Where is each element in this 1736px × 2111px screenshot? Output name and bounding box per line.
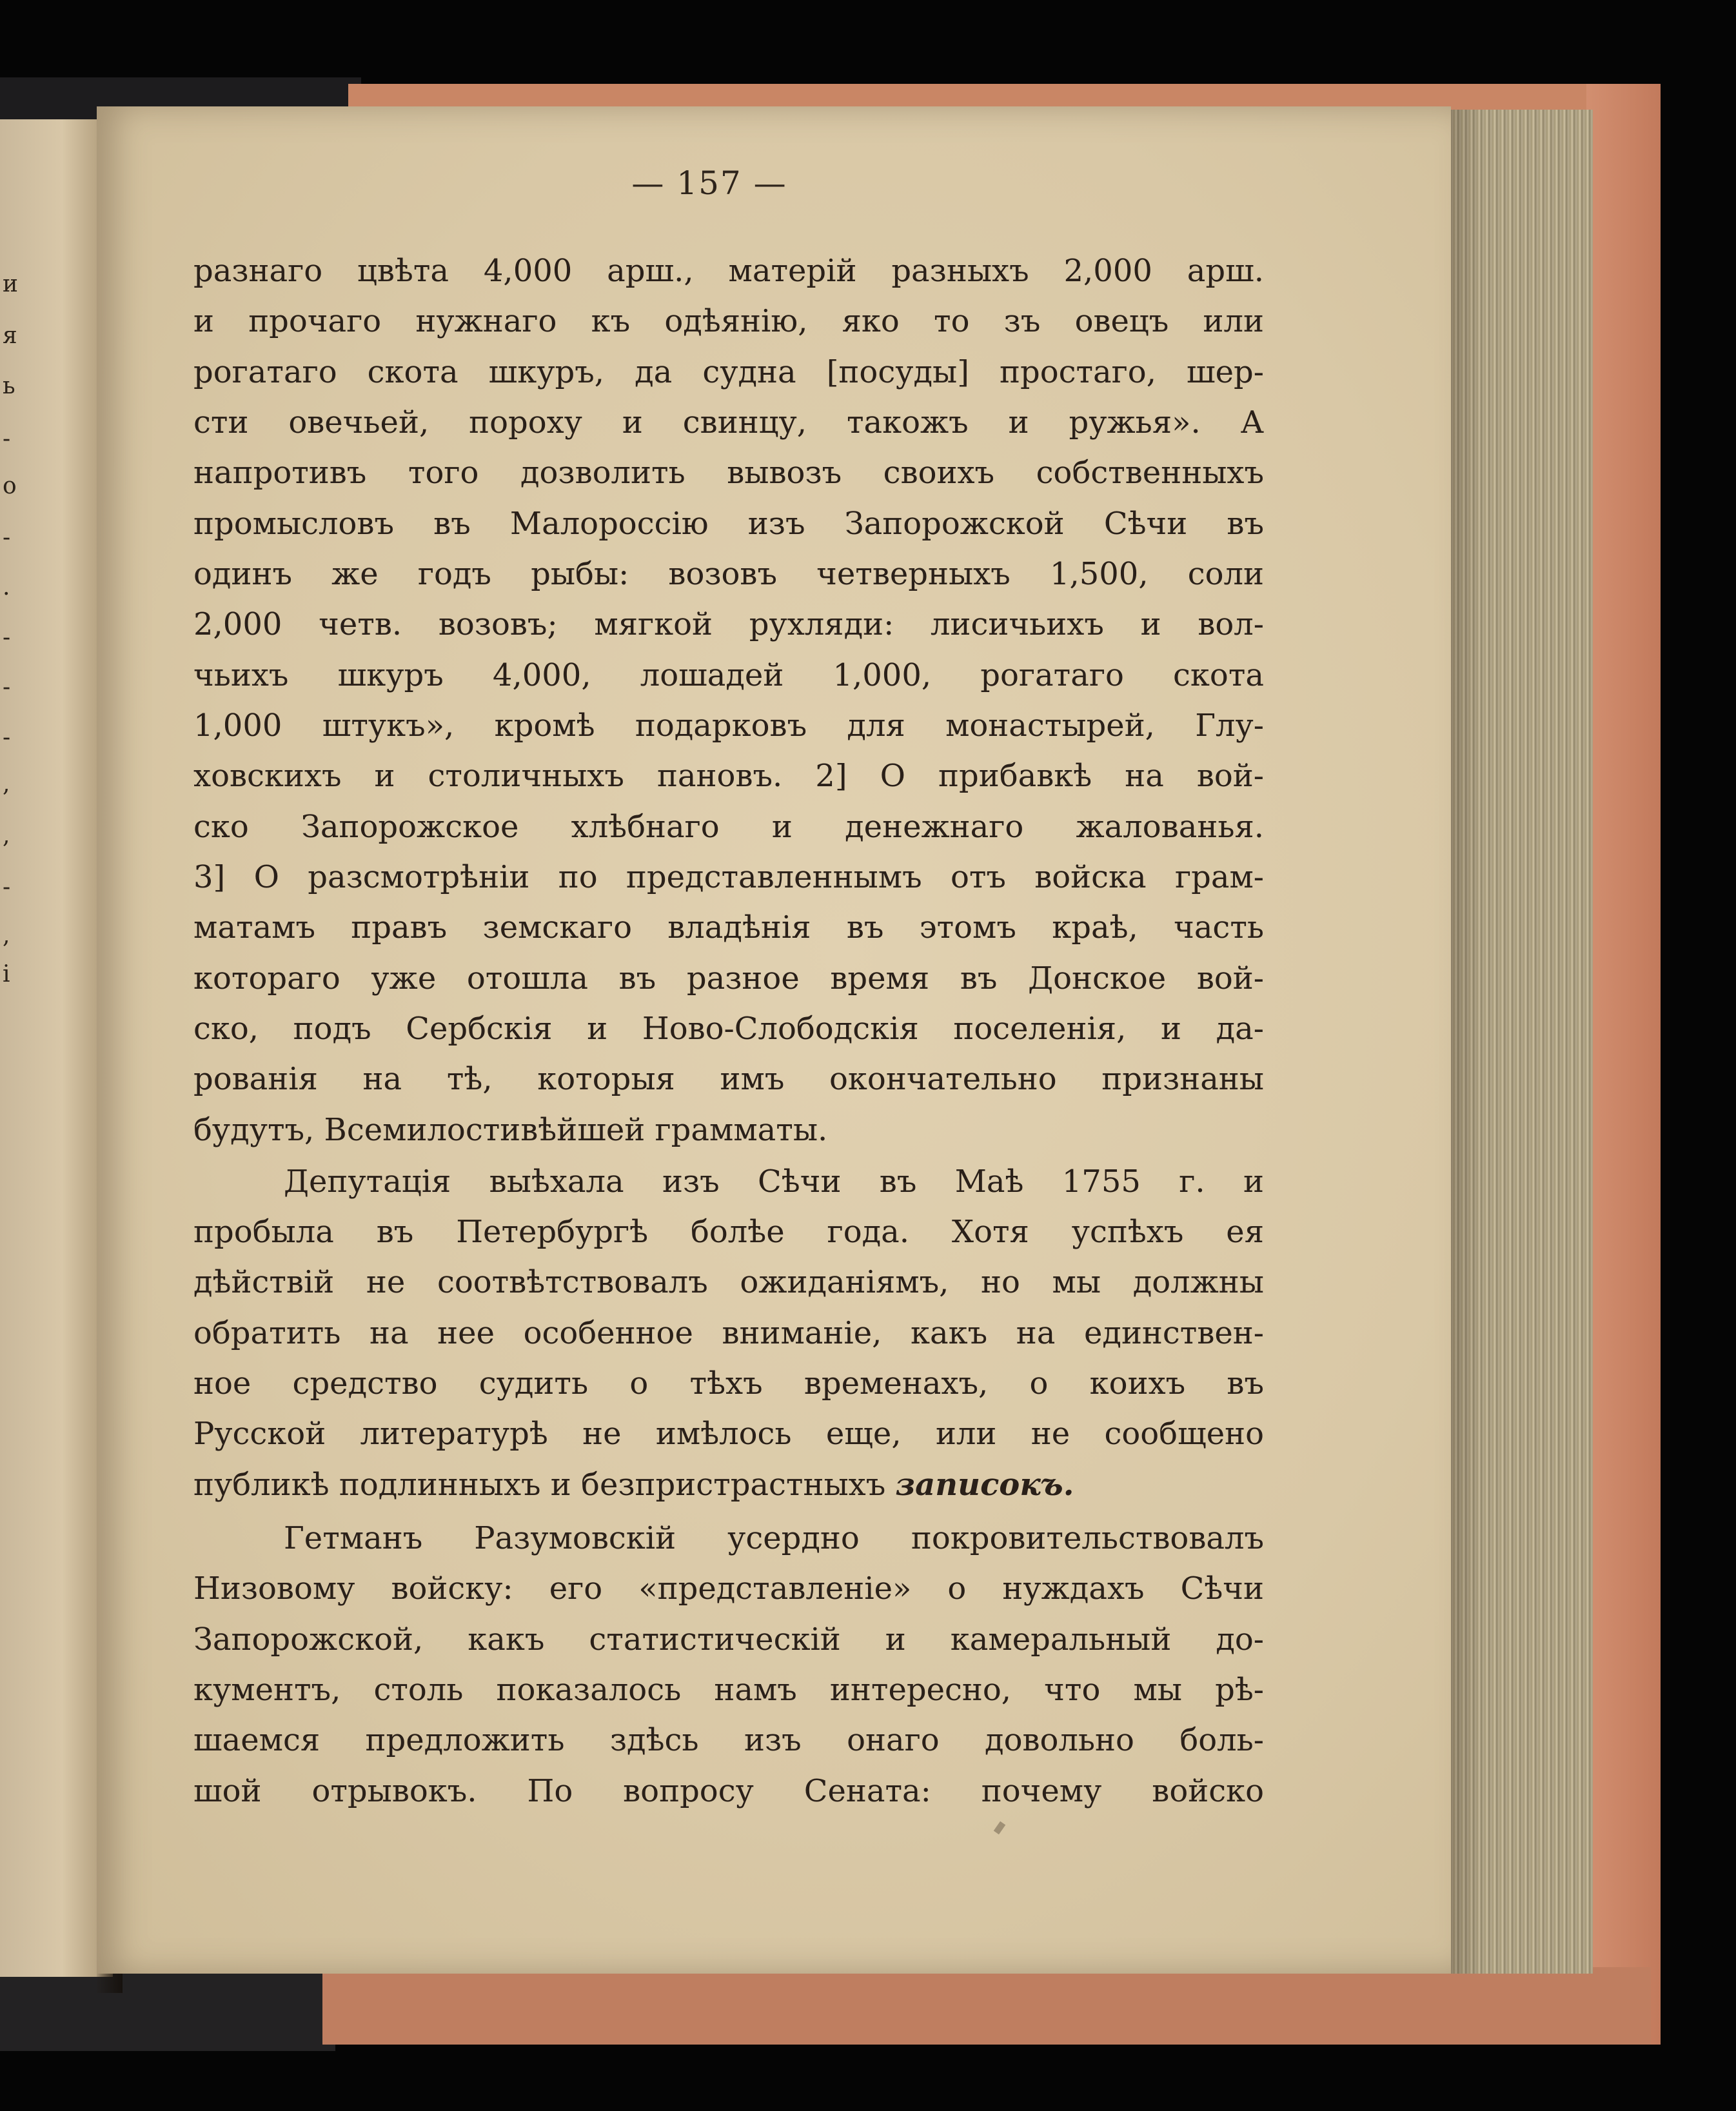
- text-line: обратить на нее особенное вниманіе, какъ на единствен-: [193, 1315, 1264, 1351]
- text-line: 3] О разсмотрѣніи по представленнымъ отъ войска грам-: [193, 859, 1264, 895]
- text-line: ско, подъ Сербскія и Ново-Слободскія поселенія, и да-: [193, 1011, 1264, 1047]
- text-line: сти овечьей, пороху и свинцу, такожъ и ружья». А: [193, 404, 1264, 441]
- text-line: дѣйствій не соотвѣтствовалъ ожиданіямъ, но мы должны: [193, 1264, 1264, 1300]
- left-margin-char: о: [3, 473, 17, 499]
- left-margin-char: ,: [3, 771, 10, 797]
- text-line: котораго уже отошла въ разное время въ Донское вой-: [193, 960, 1264, 996]
- text-line: пробыла въ Петербургѣ болѣе года. Хотя успѣхъ ея: [193, 1214, 1264, 1250]
- text-line: 2,000 четв. возовъ; мягкой рухляди: лисичьихъ и вол-: [193, 606, 1264, 642]
- book-cover-right: [1586, 84, 1661, 2045]
- left-margin-char: ,: [3, 822, 10, 849]
- text-line: одинъ же годъ рыбы: возовъ четверныхъ 1,500, соли: [193, 556, 1264, 592]
- left-margin-char: і: [3, 961, 10, 987]
- left-margin-char: -: [3, 724, 11, 751]
- text-line-start: публикѣ подлинныхъ и безпристрастныхъ: [193, 1467, 886, 1503]
- left-margin-char: -: [3, 426, 11, 452]
- left-margin-char: ,: [3, 922, 10, 949]
- text-line: будутъ, Всемилостивѣйшей грамматы.: [193, 1112, 828, 1148]
- left-margin-char: -: [3, 524, 11, 551]
- left-margin-char: ь: [3, 373, 15, 399]
- text-line: чьихъ шкуръ 4,000, лошадей 1,000, рогатаго скота: [193, 657, 1264, 693]
- text-line: [193, 1459, 1264, 1511]
- left-margin-char: -: [3, 624, 11, 651]
- left-page-edge: [0, 119, 113, 1977]
- text-line: напротивъ того дозволить вывозъ своихъ собственныхъ: [193, 455, 1264, 491]
- text-line: разнаго цвѣта 4,000 арш., матерій разныхъ 2,000 арш.: [193, 253, 1264, 289]
- left-margin-char: -: [3, 674, 11, 700]
- text-line: и прочаго нужнаго къ одѣянію, яко то зъ овецъ или: [193, 303, 1264, 339]
- text-line: промысловъ въ Малороссію изъ Запорожской Сѣчи въ: [193, 506, 1264, 542]
- text-line: рогатаго скота шкуръ, да судна [посуды] простаго, шер-: [193, 354, 1264, 390]
- text-line: рованія на тѣ, которыя имъ окончательно признаны: [193, 1061, 1264, 1097]
- text-line: шаемся предложить здѣсь изъ онаго довольно боль-: [193, 1722, 1264, 1758]
- page-number: — 157 —: [631, 164, 787, 202]
- book-cover-bottom: [322, 1967, 1651, 2045]
- left-margin-char: и: [3, 271, 18, 297]
- left-margin-char: я: [3, 322, 17, 349]
- text-line: Запорожской, какъ статистическій и камеральный до-: [193, 1621, 1264, 1658]
- left-margin-char: .: [3, 574, 10, 600]
- text-line: ско Запорожское хлѣбнаго и денежнаго жалованья.: [193, 809, 1264, 845]
- left-margin-char: -: [3, 874, 11, 900]
- italic-word: записокъ.: [895, 1467, 1074, 1503]
- text-line: матамъ правъ земскаго владѣнія въ этомъ краѣ, часть: [193, 909, 1264, 946]
- text-line: Русской литературѣ не имѣлось еще, или не сообщено: [193, 1416, 1264, 1452]
- text-line: Депутація выѣхала изъ Сѣчи въ Маѣ 1755 г. и: [284, 1164, 1264, 1200]
- text-line: ное средство судить о тѣхъ временахъ, о коихъ въ: [193, 1365, 1264, 1402]
- text-line: шой отрывокъ. По вопросу Сената: почему войско: [193, 1773, 1264, 1809]
- book-cover-edge: [0, 1974, 335, 2051]
- text-line: Низовому войску: его «представленіе» о нуждахъ Сѣчи: [193, 1571, 1264, 1607]
- text-line: ховскихъ и столичныхъ пановъ. 2] О прибавкѣ на вой-: [193, 758, 1264, 794]
- text-line: Гетманъ Разумовскій усердно покровительствовалъ: [284, 1520, 1264, 1556]
- text-line: кументъ, столь показалось намъ интересно, что мы рѣ-: [193, 1672, 1264, 1708]
- text-line: 1,000 штукъ», кромѣ подарковъ для монастырей, Глу-: [193, 708, 1264, 744]
